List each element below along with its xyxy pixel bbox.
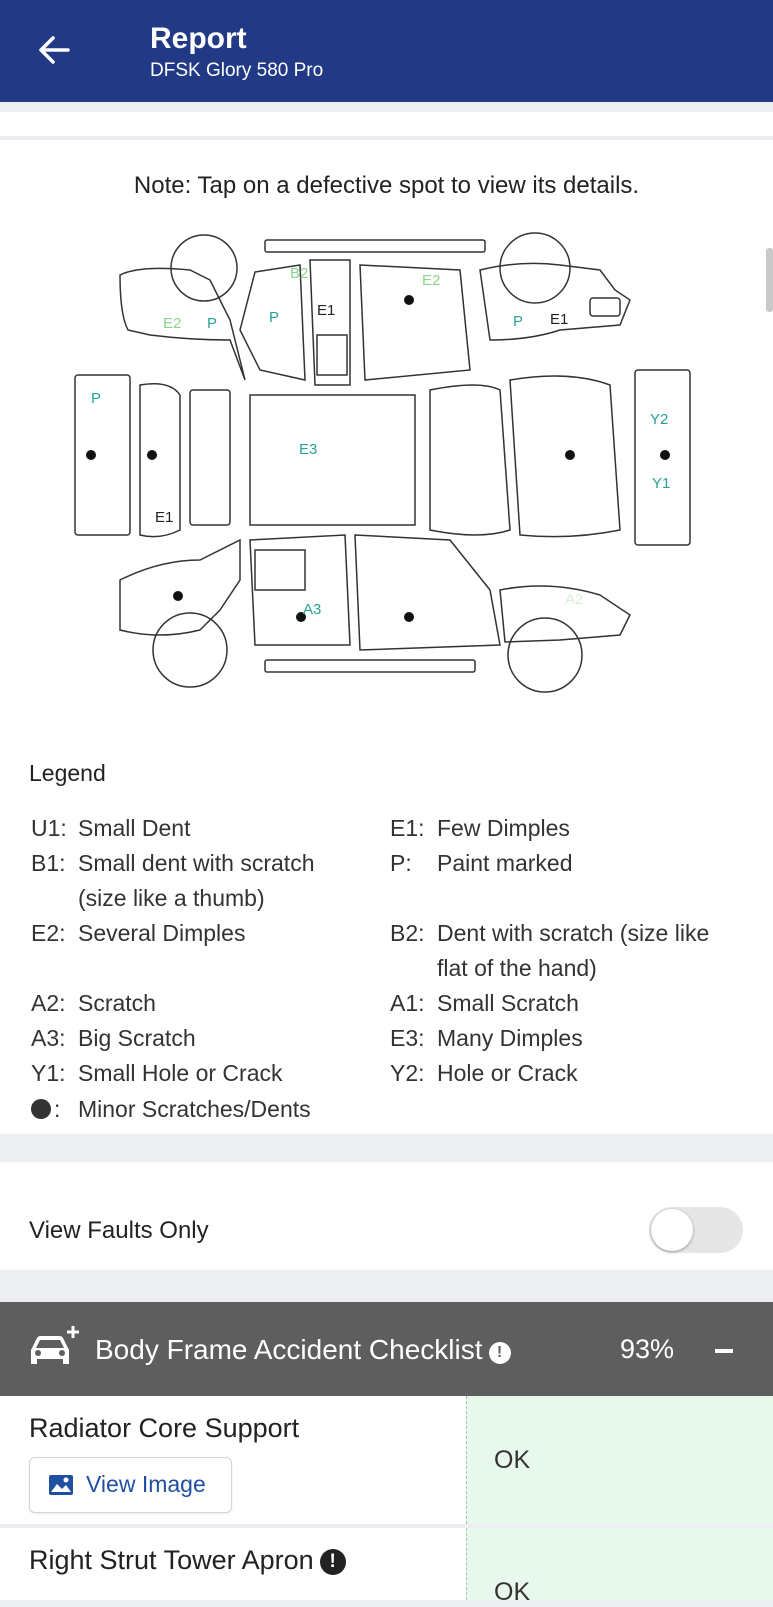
legend-item-p: P: Paint marked	[390, 850, 573, 876]
image-icon	[48, 1474, 74, 1496]
diagram-label: Y1	[652, 475, 671, 492]
diagram-label: Y2	[650, 411, 669, 428]
note-text: Note: Tap on a defective spot to view its details.	[133, 172, 640, 199]
minor-dot-icon	[31, 1099, 51, 1119]
front-left-fender-panel	[120, 268, 245, 380]
diagram-label: E2	[422, 272, 441, 289]
defect-dot	[404, 612, 414, 622]
legend-item-u1: U1: Small Dent	[31, 815, 191, 841]
top-strip	[0, 112, 773, 136]
info-alert-icon[interactable]: !	[489, 1342, 511, 1364]
diagram-label: P	[207, 315, 218, 332]
defect-dot	[86, 450, 96, 460]
alert-icon[interactable]: !	[320, 1549, 346, 1575]
legend-item-b1-cont: (size like a thumb)	[78, 885, 265, 911]
view-faults-toggle[interactable]	[649, 1207, 743, 1253]
view-image-label: View Image	[86, 1471, 206, 1497]
defect-dot	[147, 450, 157, 460]
back-arrow-icon[interactable]	[34, 30, 74, 70]
diagram-label: P	[513, 313, 524, 330]
checklist-item-name: Right Strut Tower Apron !	[29, 1545, 346, 1576]
legend-title: Legend	[29, 760, 106, 786]
legend-item-e2: E2: Several Dimples	[31, 920, 246, 946]
page-subtitle: DFSK Glory 580 Pro	[150, 60, 324, 81]
roof-top-strip	[265, 240, 485, 252]
scrollbar[interactable]	[766, 248, 773, 312]
diagram-label: E1	[550, 311, 569, 328]
checklist-header[interactable]	[0, 1302, 773, 1396]
checklist-title: Body Frame Accident Checklist !	[95, 1334, 511, 1366]
legend-item-a2: A2: Scratch	[31, 990, 156, 1016]
rear-window-panel	[430, 385, 510, 535]
rear-right-wheel	[500, 233, 570, 303]
app-bar	[0, 0, 773, 102]
diagram-label: A3	[303, 601, 322, 618]
checklist-item-name: Radiator Core Support	[29, 1413, 300, 1443]
legend-item-e1: E1: Few Dimples	[390, 815, 570, 841]
legend-item-b2: B2: Dent with scratch (size like	[390, 920, 710, 946]
diagram-label: E1	[317, 302, 336, 319]
side-rear-door	[355, 535, 500, 650]
side-front-window	[255, 550, 305, 590]
diagram-label: A2	[565, 591, 584, 608]
roof-panel	[250, 395, 415, 525]
defect-dot	[660, 450, 670, 460]
side-front-fender	[120, 540, 240, 635]
legend-item-dot: : Minor Scratches/Dents	[31, 1096, 311, 1123]
defect-dot	[173, 591, 183, 601]
defect-dot	[565, 450, 575, 460]
front-left-wheel	[171, 235, 237, 301]
diagram-label: B2	[290, 265, 309, 282]
view-image-button[interactable]	[29, 1457, 232, 1513]
diagram-label: E3	[299, 441, 318, 458]
side-front-wheel	[153, 613, 227, 687]
checklist-percent: 93%	[620, 1334, 675, 1364]
diagram-label: E2	[163, 315, 182, 332]
rear-handle	[590, 298, 620, 316]
diagram-label: E1	[155, 509, 174, 526]
view-faults-label: View Faults Only	[29, 1217, 209, 1244]
rear-right-fender	[480, 263, 630, 340]
legend-item-y2: Y2: Hole or Crack	[390, 1060, 578, 1086]
legend-item-a1: A1: Small Scratch	[390, 990, 579, 1016]
legend-item-b2-cont: flat of the hand)	[437, 955, 597, 981]
car-add-icon	[25, 1324, 81, 1372]
page-title: Report	[150, 22, 247, 55]
collapse-minus-icon[interactable]	[715, 1349, 733, 1353]
left-front-window	[317, 335, 347, 375]
status-ok: OK	[494, 1446, 531, 1474]
side-sill	[265, 660, 475, 672]
legend-item-e3: E3: Many Dimples	[390, 1025, 583, 1051]
legend-item-b1: B1: Small dent with scratch	[31, 850, 315, 876]
car-damage-diagram[interactable]	[60, 230, 720, 710]
defect-dot	[404, 295, 414, 305]
front-bumper-panel	[75, 375, 130, 535]
status-ok: OK	[494, 1578, 531, 1606]
legend-item-y1: Y1: Small Hole or Crack	[31, 1060, 283, 1086]
diagram-label: P	[91, 390, 102, 407]
side-rear-wheel	[508, 618, 582, 692]
toggle-knob	[651, 1209, 693, 1251]
left-rear-door	[360, 265, 470, 380]
legend-item-a3: A3: Big Scratch	[31, 1025, 196, 1051]
diagram-label: P	[269, 309, 280, 326]
windshield-panel	[190, 390, 230, 525]
trunk-panel	[510, 376, 620, 537]
left-front-door	[310, 260, 350, 385]
